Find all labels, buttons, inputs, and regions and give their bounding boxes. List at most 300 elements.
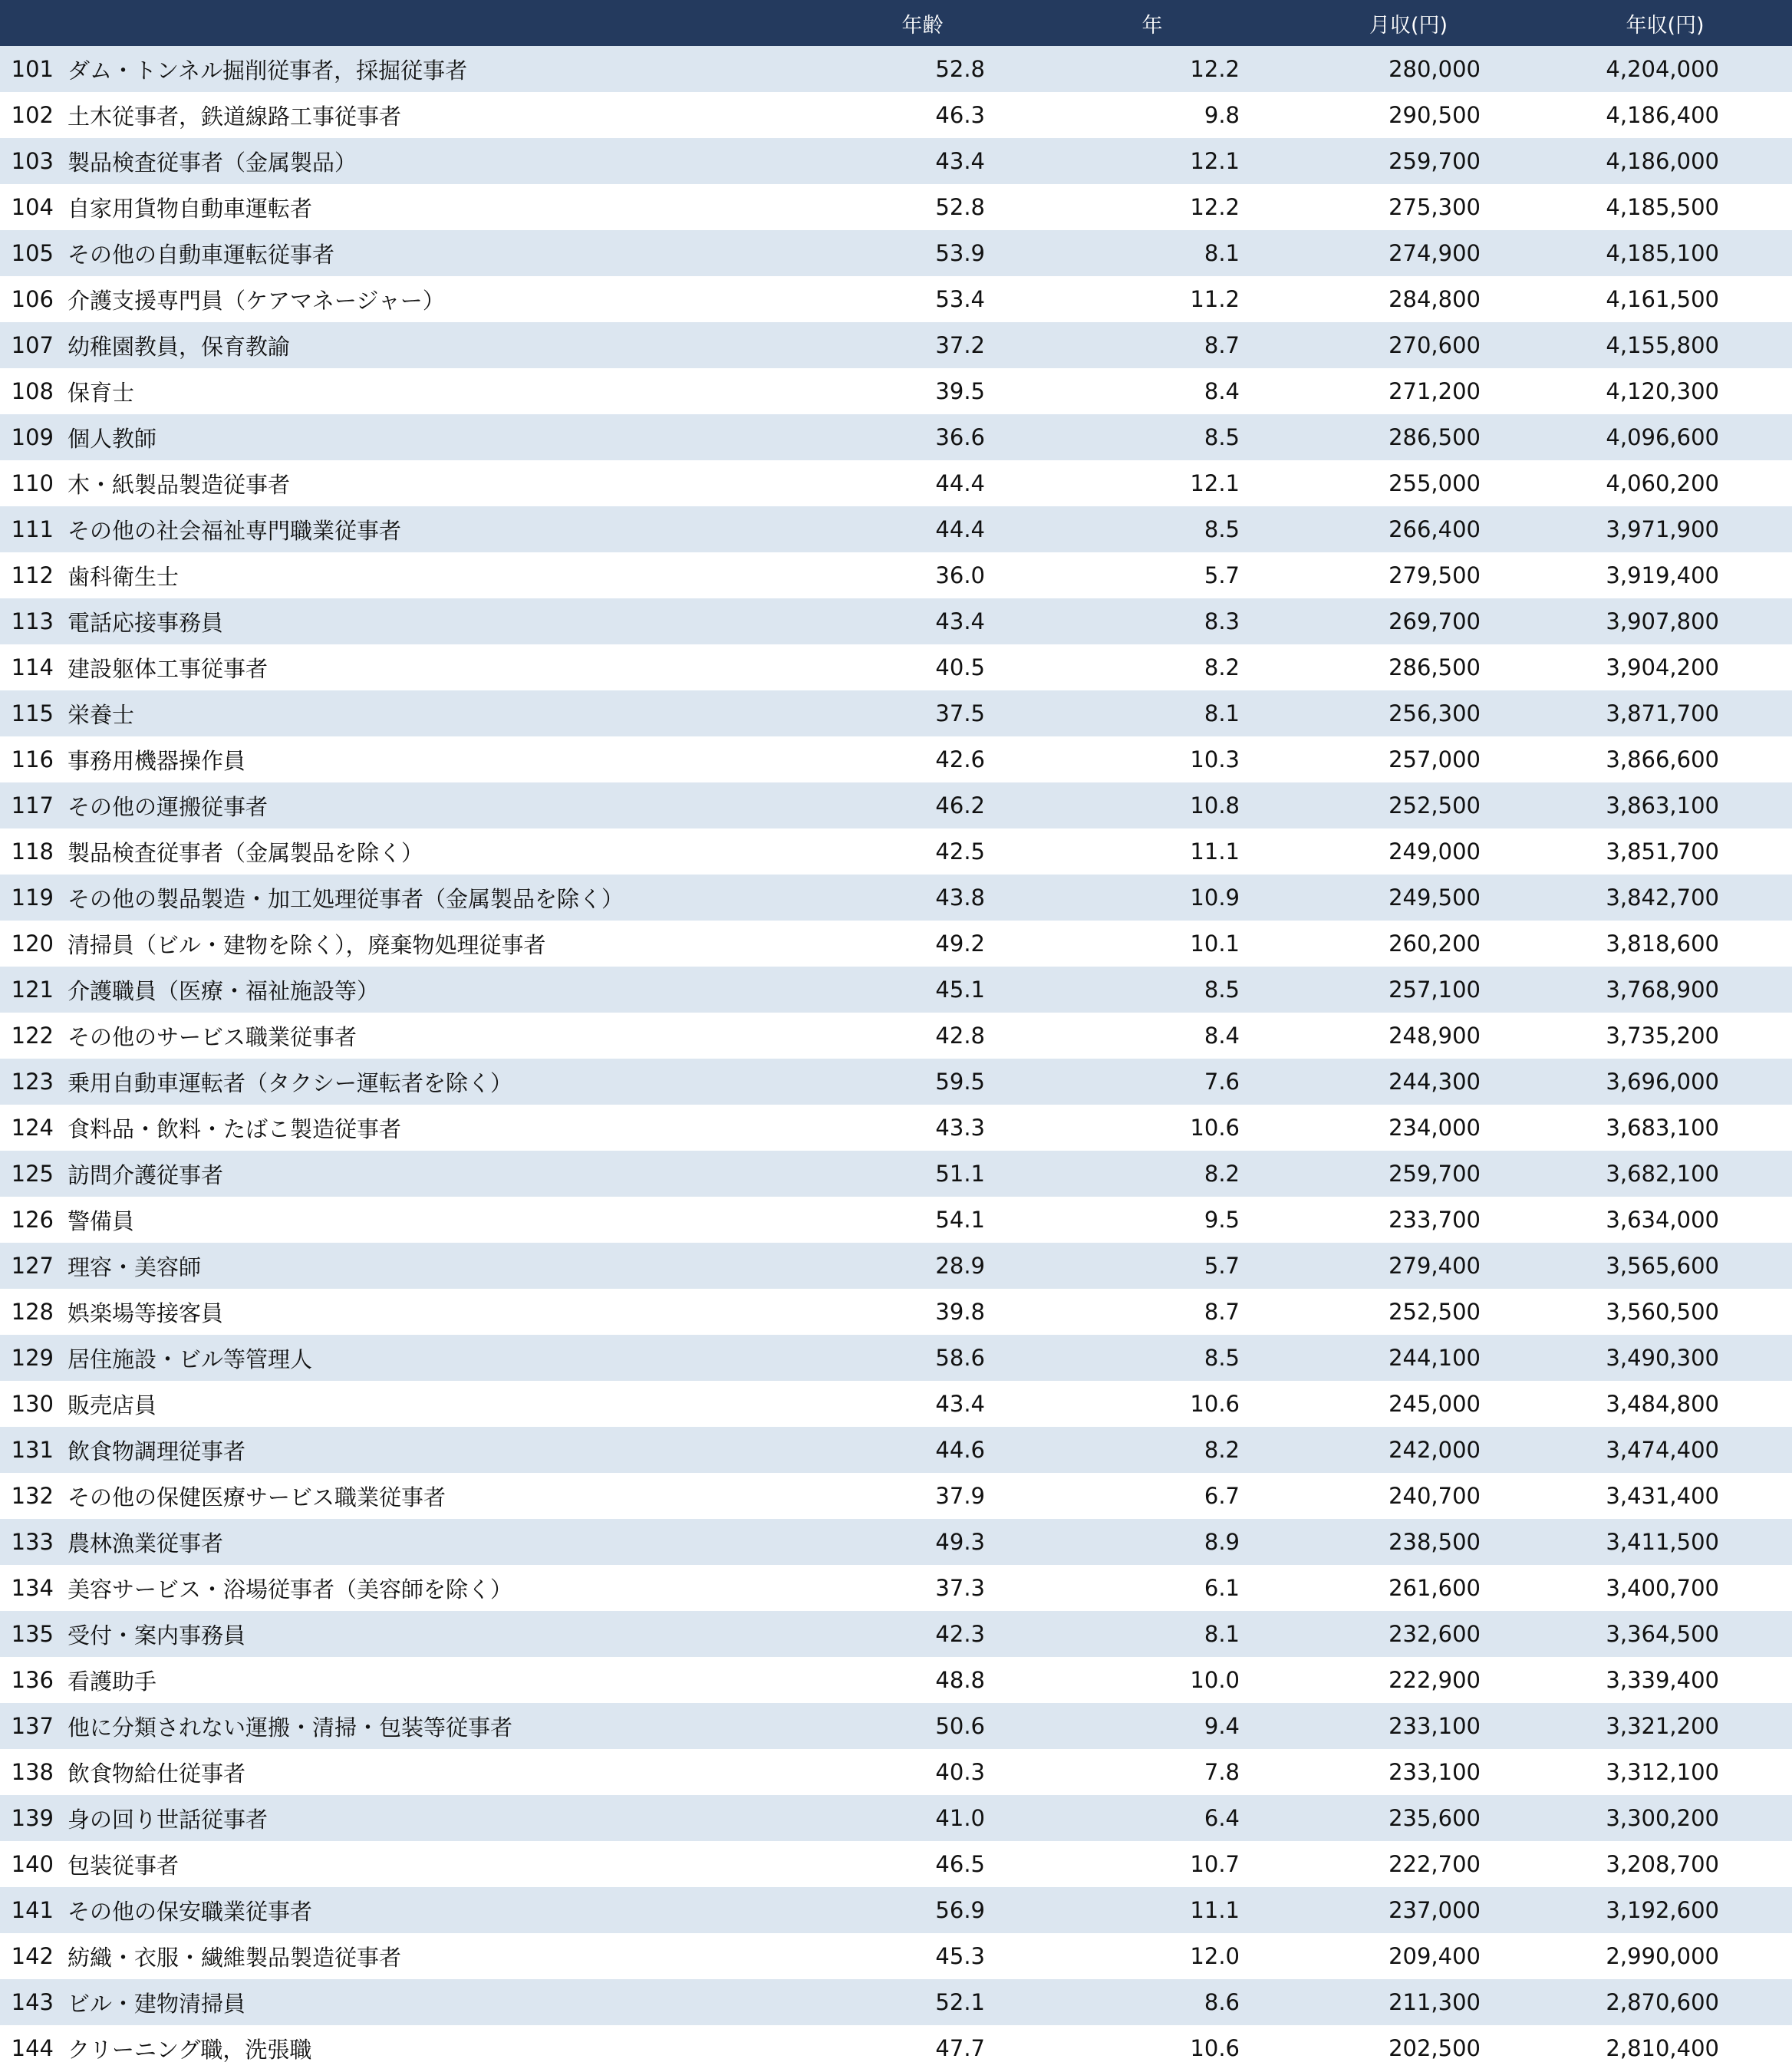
years-cell: 8.7 xyxy=(1204,332,1240,358)
monthly-income-cell: 233,100 xyxy=(1388,1759,1481,1785)
annual-income-cell: 3,312,100 xyxy=(1606,1759,1719,1785)
table-row xyxy=(0,2025,1792,2071)
table-row xyxy=(0,1013,1792,1059)
job-title-cell: その他のサービス職業従事者 xyxy=(68,1023,357,1050)
years-cell: 9.4 xyxy=(1204,1713,1240,1739)
age-cell: 52.1 xyxy=(935,1989,985,2015)
job-title-cell: 身の回り世話従事者 xyxy=(68,1806,268,1833)
job-title-cell: 木・紙製品製造従事者 xyxy=(68,471,291,498)
annual-income-cell: 4,186,400 xyxy=(1606,102,1719,128)
monthly-income-cell: 274,900 xyxy=(1388,240,1481,266)
rank-cell: 113 xyxy=(11,608,54,634)
monthly-income-cell: 240,700 xyxy=(1388,1483,1481,1509)
table-row xyxy=(0,276,1792,322)
table-row xyxy=(0,1197,1792,1243)
annual-income-cell: 2,870,600 xyxy=(1606,1989,1719,2015)
annual-income-cell: 3,851,700 xyxy=(1606,838,1719,865)
rank-cell: 123 xyxy=(11,1069,54,1095)
job-title-cell: 受付・案内事務員 xyxy=(68,1622,246,1649)
job-title-cell: 自家用貨物自動車運転者 xyxy=(68,195,313,222)
rank-cell: 130 xyxy=(11,1391,54,1417)
annual-income-cell: 3,683,100 xyxy=(1606,1115,1719,1141)
annual-income-cell: 4,096,600 xyxy=(1606,424,1719,450)
years-cell: 8.4 xyxy=(1204,1023,1240,1049)
job-title-cell: ビル・建物清掃員 xyxy=(68,1990,246,2017)
age-cell: 51.1 xyxy=(935,1161,985,1187)
years-cell: 10.3 xyxy=(1190,746,1240,772)
annual-income-cell: 3,768,900 xyxy=(1606,977,1719,1003)
rank-cell: 118 xyxy=(11,838,54,865)
annual-income-cell: 3,560,500 xyxy=(1606,1299,1719,1325)
job-title-cell: 包装従事者 xyxy=(68,1852,180,1879)
monthly-income-cell: 286,500 xyxy=(1388,654,1481,680)
years-cell: 7.6 xyxy=(1204,1069,1240,1095)
table-row xyxy=(0,552,1792,598)
monthly-income-cell: 279,400 xyxy=(1388,1253,1481,1279)
monthly-income-cell: 271,200 xyxy=(1388,378,1481,404)
table-row xyxy=(0,1703,1792,1749)
rank-cell: 122 xyxy=(11,1023,54,1049)
rank-cell: 115 xyxy=(11,700,54,726)
annual-income-cell: 3,735,200 xyxy=(1606,1023,1719,1049)
rank-cell: 105 xyxy=(11,240,54,266)
rank-cell: 138 xyxy=(11,1759,54,1785)
age-cell: 37.3 xyxy=(935,1575,985,1601)
annual-income-cell: 3,818,600 xyxy=(1606,931,1719,957)
table-row xyxy=(0,1151,1792,1197)
age-cell: 48.8 xyxy=(935,1667,985,1693)
monthly-income-cell: 290,500 xyxy=(1388,102,1481,128)
rank-cell: 114 xyxy=(11,654,54,680)
rank-cell: 142 xyxy=(11,1943,54,1969)
years-cell: 12.1 xyxy=(1190,470,1240,496)
age-cell: 42.6 xyxy=(935,746,985,772)
annual-income-cell: 3,634,000 xyxy=(1606,1207,1719,1233)
years-cell: 8.5 xyxy=(1204,1345,1240,1371)
table-row xyxy=(0,921,1792,967)
monthly-income-cell: 232,600 xyxy=(1388,1621,1481,1647)
age-cell: 43.8 xyxy=(935,884,985,911)
annual-income-cell: 3,842,700 xyxy=(1606,884,1719,911)
table-row xyxy=(0,230,1792,276)
rank-cell: 108 xyxy=(11,378,54,404)
header-job xyxy=(68,0,819,46)
annual-income-cell: 4,185,500 xyxy=(1606,194,1719,220)
years-cell: 10.1 xyxy=(1190,931,1240,957)
job-title-cell: 乗用自動車運転者（タクシー運転者を除く） xyxy=(68,1069,513,1096)
rank-cell: 128 xyxy=(11,1299,54,1325)
annual-income-cell: 4,155,800 xyxy=(1606,332,1719,358)
monthly-income-cell: 245,000 xyxy=(1388,1391,1481,1417)
table-row xyxy=(0,1887,1792,1933)
years-cell: 8.6 xyxy=(1204,1989,1240,2015)
age-cell: 54.1 xyxy=(935,1207,985,1233)
monthly-income-cell: 259,700 xyxy=(1388,1161,1481,1187)
job-title-cell: 食料品・飲料・たばこ製造従事者 xyxy=(68,1115,402,1142)
age-cell: 46.3 xyxy=(935,102,985,128)
job-title-cell: 電話応接事務員 xyxy=(68,609,224,636)
age-cell: 39.8 xyxy=(935,1299,985,1325)
job-title-cell: 看護助手 xyxy=(68,1668,157,1695)
annual-income-cell: 3,907,800 xyxy=(1606,608,1719,634)
rank-cell: 137 xyxy=(11,1713,54,1739)
rank-cell: 139 xyxy=(11,1805,54,1831)
table-row xyxy=(0,460,1792,506)
age-cell: 46.2 xyxy=(935,792,985,819)
annual-income-cell: 3,321,200 xyxy=(1606,1713,1719,1739)
years-cell: 8.2 xyxy=(1204,1161,1240,1187)
monthly-income-cell: 257,000 xyxy=(1388,746,1481,772)
age-cell: 46.5 xyxy=(935,1851,985,1877)
age-cell: 45.3 xyxy=(935,1943,985,1969)
job-title-cell: 居住施設・ビル等管理人 xyxy=(68,1346,313,1372)
years-cell: 8.5 xyxy=(1204,424,1240,450)
table-row xyxy=(0,1105,1792,1151)
annual-income-cell: 3,871,700 xyxy=(1606,700,1719,726)
table-row xyxy=(0,1059,1792,1105)
age-cell: 47.7 xyxy=(935,2035,985,2061)
header-years: 年 xyxy=(1141,13,1163,38)
age-cell: 43.3 xyxy=(935,1115,985,1141)
age-cell: 39.5 xyxy=(935,378,985,404)
rank-cell: 126 xyxy=(11,1207,54,1233)
table-row xyxy=(0,736,1792,782)
age-cell: 52.8 xyxy=(935,194,985,220)
years-cell: 6.4 xyxy=(1204,1805,1240,1831)
monthly-income-cell: 260,200 xyxy=(1388,931,1481,957)
job-title-cell: その他の保健医療サービス職業従事者 xyxy=(68,1484,446,1510)
annual-income-cell: 3,300,200 xyxy=(1606,1805,1719,1831)
job-title-cell: 栄養士 xyxy=(68,701,135,728)
monthly-income-cell: 275,300 xyxy=(1388,194,1481,220)
annual-income-cell: 3,904,200 xyxy=(1606,654,1719,680)
years-cell: 8.1 xyxy=(1204,700,1240,726)
monthly-income-cell: 284,800 xyxy=(1388,286,1481,312)
annual-income-cell: 3,208,700 xyxy=(1606,1851,1719,1877)
rank-cell: 110 xyxy=(11,470,54,496)
years-cell: 8.5 xyxy=(1204,977,1240,1003)
rank-cell: 125 xyxy=(11,1161,54,1187)
rank-cell: 120 xyxy=(11,931,54,957)
job-title-cell: その他の社会福祉専門職業従事者 xyxy=(68,517,402,544)
job-title-cell: 飲食物給仕従事者 xyxy=(68,1760,246,1787)
table-row xyxy=(0,46,1792,92)
monthly-income-cell: 270,600 xyxy=(1388,332,1481,358)
years-cell: 10.6 xyxy=(1190,1115,1240,1141)
rank-cell: 133 xyxy=(11,1529,54,1555)
job-title-cell: クリーニング職，洗張職 xyxy=(68,2036,312,2063)
age-cell: 41.0 xyxy=(935,1805,985,1831)
annual-income-cell: 4,060,200 xyxy=(1606,470,1719,496)
job-title-cell: その他の運搬従事者 xyxy=(68,793,268,820)
years-cell: 9.8 xyxy=(1204,102,1240,128)
rank-cell: 116 xyxy=(11,746,54,772)
annual-income-cell: 3,863,100 xyxy=(1606,792,1719,819)
annual-income-cell: 4,161,500 xyxy=(1606,286,1719,312)
job-title-cell: ダム・トンネル掘削従事者，採掘従事者 xyxy=(68,57,468,84)
years-cell: 8.1 xyxy=(1204,240,1240,266)
annual-income-cell: 3,474,400 xyxy=(1606,1437,1719,1463)
age-cell: 42.3 xyxy=(935,1621,985,1647)
table-header-row xyxy=(0,0,1792,46)
annual-income-cell: 3,411,500 xyxy=(1606,1529,1719,1555)
monthly-income-cell: 257,100 xyxy=(1388,977,1481,1003)
rank-cell: 102 xyxy=(11,102,54,128)
age-cell: 59.5 xyxy=(935,1069,985,1095)
age-cell: 40.3 xyxy=(935,1759,985,1785)
job-title-cell: 販売店員 xyxy=(68,1392,157,1418)
monthly-income-cell: 261,600 xyxy=(1388,1575,1481,1601)
annual-income-cell: 3,484,800 xyxy=(1606,1391,1719,1417)
age-cell: 45.1 xyxy=(935,977,985,1003)
table-row xyxy=(0,1611,1792,1657)
rank-cell: 129 xyxy=(11,1345,54,1371)
rank-cell: 132 xyxy=(11,1483,54,1509)
annual-income-cell: 4,204,000 xyxy=(1606,56,1719,82)
annual-income-cell: 3,339,400 xyxy=(1606,1667,1719,1693)
table-row xyxy=(0,1749,1792,1795)
rank-cell: 124 xyxy=(11,1115,54,1141)
header-annual: 年収(円) xyxy=(1626,13,1705,38)
table-row xyxy=(0,1335,1792,1381)
table-row xyxy=(0,1519,1792,1565)
years-cell: 8.4 xyxy=(1204,378,1240,404)
years-cell: 8.2 xyxy=(1204,654,1240,680)
years-cell: 6.7 xyxy=(1204,1483,1240,1509)
job-title-cell: 娯楽場等接客員 xyxy=(68,1300,224,1326)
monthly-income-cell: 244,300 xyxy=(1388,1069,1481,1095)
monthly-income-cell: 248,900 xyxy=(1388,1023,1481,1049)
years-cell: 5.7 xyxy=(1204,562,1240,588)
job-title-cell: 歯科衛生士 xyxy=(68,563,180,590)
years-cell: 12.0 xyxy=(1190,1943,1240,1969)
rank-cell: 119 xyxy=(11,884,54,911)
rank-cell: 117 xyxy=(11,792,54,819)
rank-cell: 121 xyxy=(11,977,54,1003)
header-age: 年齢 xyxy=(901,13,944,38)
table-row xyxy=(0,322,1792,368)
monthly-income-cell: 255,000 xyxy=(1388,470,1481,496)
age-cell: 36.0 xyxy=(935,562,985,588)
age-cell: 43.4 xyxy=(935,1391,985,1417)
monthly-income-cell: 211,300 xyxy=(1388,1989,1481,2015)
years-cell: 8.5 xyxy=(1204,516,1240,542)
monthly-income-cell: 235,600 xyxy=(1388,1805,1481,1831)
job-title-cell: 製品検査従事者（金属製品） xyxy=(68,149,357,176)
job-title-cell: 美容サービス・浴場従事者（美容師を除く） xyxy=(68,1576,513,1603)
years-cell: 8.3 xyxy=(1204,608,1240,634)
table-row xyxy=(0,1979,1792,2025)
table-row xyxy=(0,644,1792,690)
table-row xyxy=(0,184,1792,230)
age-cell: 53.9 xyxy=(935,240,985,266)
age-cell: 44.6 xyxy=(935,1437,985,1463)
age-cell: 37.2 xyxy=(935,332,985,358)
table-row xyxy=(0,1243,1792,1289)
rank-cell: 136 xyxy=(11,1667,54,1693)
table-row xyxy=(0,828,1792,875)
table-row xyxy=(0,506,1792,552)
age-cell: 44.4 xyxy=(935,470,985,496)
table-row xyxy=(0,1657,1792,1703)
years-cell: 10.6 xyxy=(1190,2035,1240,2061)
job-title-cell: 個人教師 xyxy=(68,425,157,452)
table-row xyxy=(0,875,1792,921)
age-cell: 40.5 xyxy=(935,654,985,680)
years-cell: 6.1 xyxy=(1204,1575,1240,1601)
monthly-income-cell: 233,100 xyxy=(1388,1713,1481,1739)
monthly-income-cell: 269,700 xyxy=(1388,608,1481,634)
years-cell: 8.9 xyxy=(1204,1529,1240,1555)
monthly-income-cell: 280,000 xyxy=(1388,56,1481,82)
annual-income-cell: 4,120,300 xyxy=(1606,378,1719,404)
years-cell: 10.9 xyxy=(1190,884,1240,911)
annual-income-cell: 3,971,900 xyxy=(1606,516,1719,542)
job-title-cell: その他の自動車運転従事者 xyxy=(68,241,335,268)
age-cell: 49.2 xyxy=(935,931,985,957)
monthly-income-cell: 259,700 xyxy=(1388,148,1481,174)
monthly-income-cell: 256,300 xyxy=(1388,700,1481,726)
job-title-cell: 紡織・衣服・繊維製品製造従事者 xyxy=(68,1944,402,1971)
annual-income-cell: 3,490,300 xyxy=(1606,1345,1719,1371)
years-cell: 11.2 xyxy=(1190,286,1240,312)
job-title-cell: 保育士 xyxy=(68,379,135,406)
job-title-cell: 製品検査従事者（金属製品を除く） xyxy=(68,839,424,866)
rank-cell: 104 xyxy=(11,194,54,220)
rank-cell: 141 xyxy=(11,1897,54,1923)
monthly-income-cell: 252,500 xyxy=(1388,1299,1481,1325)
years-cell: 10.8 xyxy=(1190,792,1240,819)
annual-income-cell: 4,185,100 xyxy=(1606,240,1719,266)
job-title-cell: 建設躯体工事従事者 xyxy=(68,655,268,682)
annual-income-cell: 3,866,600 xyxy=(1606,746,1719,772)
monthly-income-cell: 249,000 xyxy=(1388,838,1481,865)
monthly-income-cell: 237,000 xyxy=(1388,1897,1481,1923)
table-row xyxy=(0,1841,1792,1887)
header-monthly: 月収(円) xyxy=(1369,13,1448,38)
monthly-income-cell: 233,700 xyxy=(1388,1207,1481,1233)
rank-cell: 127 xyxy=(11,1253,54,1279)
job-title-cell: 飲食物調理従事者 xyxy=(68,1438,246,1464)
job-title-cell: 訪問介護従事者 xyxy=(68,1161,224,1188)
age-cell: 50.6 xyxy=(935,1713,985,1739)
rank-cell: 144 xyxy=(11,2035,54,2061)
age-cell: 56.9 xyxy=(935,1897,985,1923)
age-cell: 44.4 xyxy=(935,516,985,542)
annual-income-cell: 3,400,700 xyxy=(1606,1575,1719,1601)
table-row xyxy=(0,967,1792,1013)
job-title-cell: 農林漁業従事者 xyxy=(68,1530,224,1556)
monthly-income-cell: 234,000 xyxy=(1388,1115,1481,1141)
job-title-cell: 警備員 xyxy=(68,1207,135,1234)
annual-income-cell: 3,696,000 xyxy=(1606,1069,1719,1095)
table-row xyxy=(0,414,1792,460)
job-title-cell: 幼稚園教員，保育教諭 xyxy=(68,333,291,360)
job-title-cell: 清掃員（ビル・建物を除く），廃棄物処理従事者 xyxy=(68,931,546,958)
years-cell: 9.5 xyxy=(1204,1207,1240,1233)
table-row xyxy=(0,1289,1792,1335)
job-title-cell: 介護支援専門員（ケアマネージャー） xyxy=(68,287,445,314)
monthly-income-cell: 242,000 xyxy=(1388,1437,1481,1463)
years-cell: 12.1 xyxy=(1190,148,1240,174)
job-title-cell: 土木従事者，鉄道線路工事従事者 xyxy=(68,103,402,130)
job-title-cell: 事務用機器操作員 xyxy=(68,747,246,774)
age-cell: 58.6 xyxy=(935,1345,985,1371)
table-row xyxy=(0,1427,1792,1473)
job-title-cell: 理容・美容師 xyxy=(68,1253,202,1280)
years-cell: 11.1 xyxy=(1190,1897,1240,1923)
monthly-income-cell: 209,400 xyxy=(1388,1943,1481,1969)
age-cell: 36.6 xyxy=(935,424,985,450)
monthly-income-cell: 202,500 xyxy=(1388,2035,1481,2061)
table-row xyxy=(0,1933,1792,1979)
annual-income-cell: 3,192,600 xyxy=(1606,1897,1719,1923)
age-cell: 37.9 xyxy=(935,1483,985,1509)
years-cell: 8.1 xyxy=(1204,1621,1240,1647)
table-row xyxy=(0,1795,1792,1841)
rank-cell: 135 xyxy=(11,1621,54,1647)
table-row xyxy=(0,782,1792,828)
table-row xyxy=(0,1473,1792,1519)
job-title-cell: 介護職員（医療・福祉施設等） xyxy=(68,977,380,1004)
monthly-income-cell: 252,500 xyxy=(1388,792,1481,819)
table-body xyxy=(0,46,1792,2071)
annual-income-cell: 3,919,400 xyxy=(1606,562,1719,588)
rank-cell: 111 xyxy=(11,516,54,542)
annual-income-cell: 3,682,100 xyxy=(1606,1161,1719,1187)
rank-cell: 134 xyxy=(11,1575,54,1601)
years-cell: 10.7 xyxy=(1190,1851,1240,1877)
age-cell: 49.3 xyxy=(935,1529,985,1555)
job-title-cell: 他に分類されない運搬・清掃・包装等従事者 xyxy=(68,1714,513,1741)
table-row xyxy=(0,92,1792,138)
monthly-income-cell: 249,500 xyxy=(1388,884,1481,911)
years-cell: 5.7 xyxy=(1204,1253,1240,1279)
rank-cell: 143 xyxy=(11,1989,54,2015)
job-title-cell: その他の製品製造・加工処理従事者（金属製品を除く） xyxy=(68,885,624,912)
monthly-income-cell: 244,100 xyxy=(1388,1345,1481,1371)
years-cell: 10.6 xyxy=(1190,1391,1240,1417)
age-cell: 43.4 xyxy=(935,148,985,174)
age-cell: 53.4 xyxy=(935,286,985,312)
age-cell: 28.9 xyxy=(935,1253,985,1279)
monthly-income-cell: 279,500 xyxy=(1388,562,1481,588)
rank-cell: 131 xyxy=(11,1437,54,1463)
monthly-income-cell: 222,700 xyxy=(1388,1851,1481,1877)
age-cell: 37.5 xyxy=(935,700,985,726)
table-row xyxy=(0,1565,1792,1611)
monthly-income-cell: 286,500 xyxy=(1388,424,1481,450)
age-cell: 43.4 xyxy=(935,608,985,634)
years-cell: 12.2 xyxy=(1190,56,1240,82)
years-cell: 11.1 xyxy=(1190,838,1240,865)
monthly-income-cell: 238,500 xyxy=(1388,1529,1481,1555)
rank-cell: 106 xyxy=(11,286,54,312)
table-row xyxy=(0,138,1792,184)
job-title-cell: その他の保安職業従事者 xyxy=(68,1898,313,1925)
monthly-income-cell: 266,400 xyxy=(1388,516,1481,542)
annual-income-cell: 3,565,600 xyxy=(1606,1253,1719,1279)
age-cell: 52.8 xyxy=(935,56,985,82)
rank-cell: 103 xyxy=(11,148,54,174)
rank-cell: 140 xyxy=(11,1851,54,1877)
table-row xyxy=(0,1381,1792,1427)
age-cell: 42.8 xyxy=(935,1023,985,1049)
rank-cell: 101 xyxy=(11,56,54,82)
annual-income-cell: 4,186,000 xyxy=(1606,148,1719,174)
annual-income-cell: 2,810,400 xyxy=(1606,2035,1719,2061)
years-cell: 8.2 xyxy=(1204,1437,1240,1463)
